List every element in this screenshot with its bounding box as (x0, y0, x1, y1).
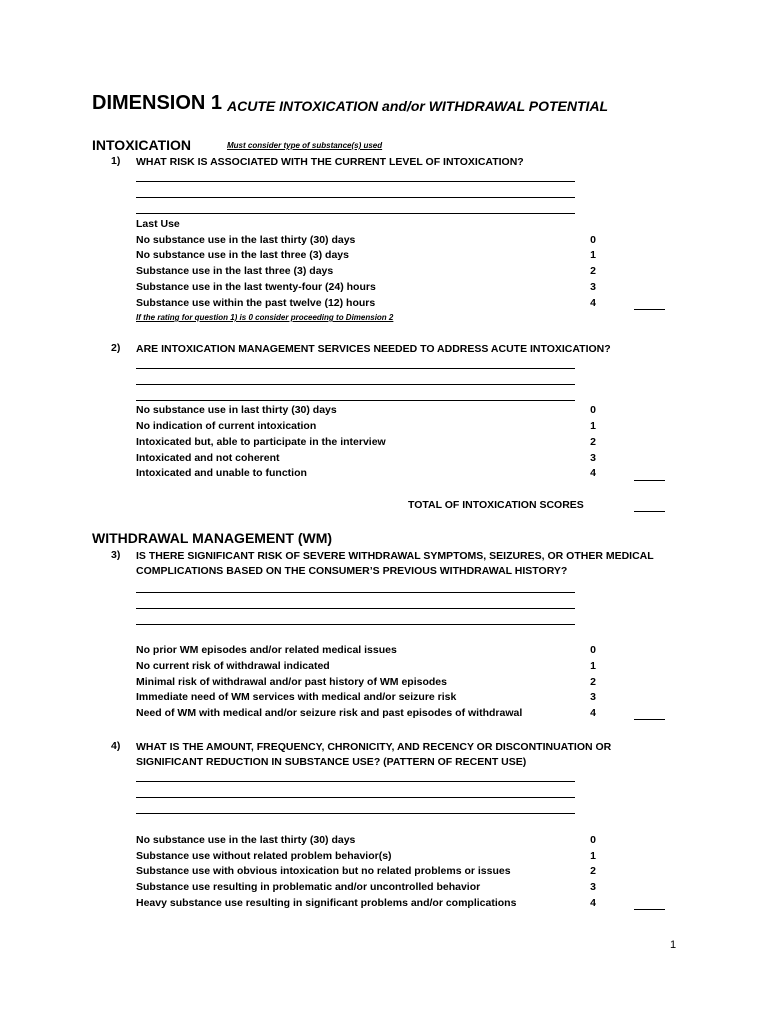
q4-option-label: Substance use with obvious intoxication but no related problems or issues (136, 865, 511, 877)
q4-option-score: 4 (590, 897, 596, 909)
q4-option-score: 2 (590, 865, 596, 877)
q2-option-label: No indication of current intoxication (136, 420, 317, 432)
q1-option-score: 2 (590, 265, 596, 277)
q3-option-score: 0 (590, 644, 596, 656)
q2-option-label: Intoxicated but, able to participate in the interview (136, 436, 386, 448)
q4-option-label: No substance use in the last thirty (30) days (136, 834, 356, 846)
q1-option-label: Substance use within the past twelve (12) hours (136, 297, 376, 309)
q2-option-score: 0 (590, 404, 596, 416)
q2-answer-line[interactable] (136, 384, 575, 385)
q1-options-heading: Last Use (136, 218, 180, 230)
q1-option-label: Substance use in the last twenty-four (24) hours (136, 281, 376, 293)
q1-option-label: No substance use in the last thirty (30) days (136, 234, 356, 246)
q4-score-blank[interactable] (634, 909, 665, 910)
q2-option-label: No substance use in last thirty (30) days (136, 404, 337, 416)
q1-answer-line[interactable] (136, 181, 575, 182)
q3-option-score: 3 (590, 691, 596, 703)
q3-option-label: Immediate need of WM services with medical and/or seizure risk (136, 691, 457, 703)
q4-option-score: 3 (590, 881, 596, 893)
q3-answer-line[interactable] (136, 624, 575, 625)
q3-text: IS THERE SIGNIFICANT RISK OF SEVERE WITHDRAWAL SYMPTOMS, SEIZURES, OR OTHER MEDICAL COMPLICATIONS BASED ON THE CONSUMER’S PREVIOUS WITHDRAWAL HISTORY? (136, 550, 654, 577)
q3-option-score: 4 (590, 707, 596, 719)
q1-option-score: 4 (590, 297, 596, 309)
q2-number: 2) (111, 342, 121, 354)
q3-option-score: 2 (590, 676, 596, 688)
q2-option-label: Intoxicated and not coherent (136, 452, 280, 464)
q4-option-label: Substance use without related problem behavior(s) (136, 850, 392, 862)
q1-option-score: 1 (590, 249, 596, 261)
q1-option-score: 3 (590, 281, 596, 293)
q3-answer-line[interactable] (136, 592, 575, 593)
q3-answer-line[interactable] (136, 608, 575, 609)
withdrawal-heading: WITHDRAWAL MANAGEMENT (WM) (92, 530, 333, 546)
q1-footnote: If the rating for question 1) is 0 consider proceeding to Dimension 2 (136, 313, 394, 322)
q3-score-blank[interactable] (634, 719, 665, 720)
q4-text: WHAT IS THE AMOUNT, FREQUENCY, CHRONICITY, AND RECENCY OR DISCONTINUATION OR SIGNIFICANT REDUCTION IN SUBSTANCE USE? (PATTERN OF RECENT USE) (136, 741, 612, 768)
dimension-subtitle: ACUTE INTOXICATION and/or WITHDRAWAL POTENTIAL (227, 98, 609, 114)
q3-option-score: 1 (590, 660, 596, 672)
q1-answer-line[interactable] (136, 197, 575, 198)
q3-option-label: No prior WM episodes and/or related medical issues (136, 644, 397, 656)
q4-answer-line[interactable] (136, 781, 575, 782)
q1-option-score: 0 (590, 234, 596, 246)
q2-option-score: 3 (590, 452, 596, 464)
q3-option-label: Need of WM with medical and/or seizure risk and past episodes of withdrawal (136, 707, 523, 719)
q2-score-blank[interactable] (634, 480, 665, 481)
q3-number: 3) (111, 549, 121, 561)
q4-answer-line[interactable] (136, 813, 575, 814)
dimension-title: DIMENSION 1 (92, 92, 223, 114)
intoxication-total-label: TOTAL OF INTOXICATION SCORES (408, 499, 584, 511)
intoxication-total-blank[interactable] (634, 511, 665, 512)
q4-option-score: 0 (590, 834, 596, 846)
q1-option-label: Substance use in the last three (3) days (136, 265, 334, 277)
q1-number: 1) (111, 155, 121, 167)
q1-answer-line[interactable] (136, 213, 575, 214)
intoxication-heading: INTOXICATION (92, 137, 192, 153)
q3-option-label: No current risk of withdrawal indicated (136, 660, 330, 672)
page-number: 1 (670, 939, 677, 951)
q2-answer-line[interactable] (136, 368, 575, 369)
q4-option-label: Substance use resulting in problematic and/or uncontrolled behavior (136, 881, 481, 893)
q1-text: WHAT RISK IS ASSOCIATED WITH THE CURRENT LEVEL OF INTOXICATION? (136, 156, 524, 168)
q4-option-score: 1 (590, 850, 596, 862)
q2-option-score: 2 (590, 436, 596, 448)
q4-number: 4) (111, 740, 121, 752)
q2-text: ARE INTOXICATION MANAGEMENT SERVICES NEEDED TO ADDRESS ACUTE INTOXICATION? (136, 343, 611, 355)
q2-option-score: 4 (590, 467, 596, 479)
q4-option-label: Heavy substance use resulting in significant problems and/or complications (136, 897, 517, 909)
q2-option-score: 1 (590, 420, 596, 432)
q1-option-label: No substance use in the last three (3) days (136, 249, 349, 261)
q1-score-blank[interactable] (634, 309, 665, 310)
q4-answer-line[interactable] (136, 797, 575, 798)
q2-option-label: Intoxicated and unable to function (136, 467, 307, 479)
q2-answer-line[interactable] (136, 400, 575, 401)
intoxication-note: Must consider type of substance(s) used (227, 141, 383, 150)
q3-option-label: Minimal risk of withdrawal and/or past history of WM episodes (136, 676, 447, 688)
